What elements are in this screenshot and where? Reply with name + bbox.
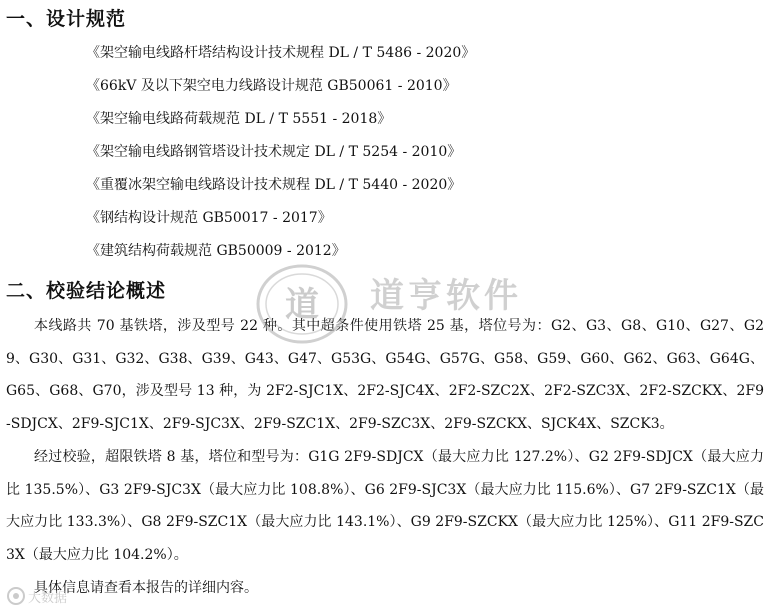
corner-watermark-text: 大数据 (28, 591, 68, 606)
standards-list (86, 41, 475, 272)
standard-item: 《架空输电线路荷载规范 DL / T 5551 - 2018》 (86, 111, 392, 127)
standard-item: 《建筑结构荷载规范 GB50009 - 2012》 (86, 243, 346, 259)
summary-paragraph-towers: 本线路共 70 基铁塔，涉及型号 22 种。其中超条件使用铁塔 25 基，塔位号为：G2、G3、G8、G10、G27、G29、G30、G31、G32、G38、G39、G43、G47、G53G、G54G、G57G、G58、G59、G60、G62、G63、G64G、G65、G68、G70，涉及型号 13 种，为 2F2-SJC1X、2F2-SJC4X、2F2-SZC2X、2F2-SZC3X、2F2-SZCKX、2F9-SDJCX、2F9-SJC1X、2F9-SJC3X、2F9-SZC1X、2F9-SZC3X、2F9-SZCKX、SJCK4X、SZCK3。 (6, 318, 764, 432)
summary-paragraph-overlimit: 经过校验，超限铁塔 8 基，塔位和型号为：G1G 2F9-SDJCX（最大应力比 127.2%）、G2 2F9-SDJCX（最大应力比 135.5%）、G3 2F9-SJC3X（最大应力比 108.8%）、G6 2F9-SJC3X（最大应力比 115.6%）、G7 2F9-SZC1X（最大应力比 133.3%）、G8 2F9-SZC1X（最大应力比 143.1%）、G9 2F9-SZCKX（最大应力比 125%）、G11 2F9-SZC3X（最大应力比 104.2%）。 (6, 449, 764, 563)
summary-paragraph-details: 具体信息请查看本报告的详细内容。 (34, 580, 258, 596)
standard-item: 《架空输电线路钢管塔设计技术规定 DL / T 5254 - 2010》 (86, 144, 462, 160)
standard-item: 《钢结构设计规范 GB50017 - 2017》 (86, 210, 332, 226)
standard-item: 《66kV 及以下架空电力线路设计规范 GB50061 - 2010》 (86, 78, 457, 94)
watermark-seal-char: 道 (285, 285, 319, 325)
standard-item: 《重覆冰架空输电线路设计技术规程 DL / T 5440 - 2020》 (86, 177, 462, 193)
watermark-text: 道亨软件 (370, 276, 522, 316)
standard-item: 《架空输电线路杆塔结构设计技术规程 DL / T 5486 - 2020》 (86, 45, 476, 61)
section-heading-design-codes: 一、设计规范 (6, 8, 127, 30)
section-heading-verification-summary: 二、校验结论概述 (6, 280, 167, 302)
